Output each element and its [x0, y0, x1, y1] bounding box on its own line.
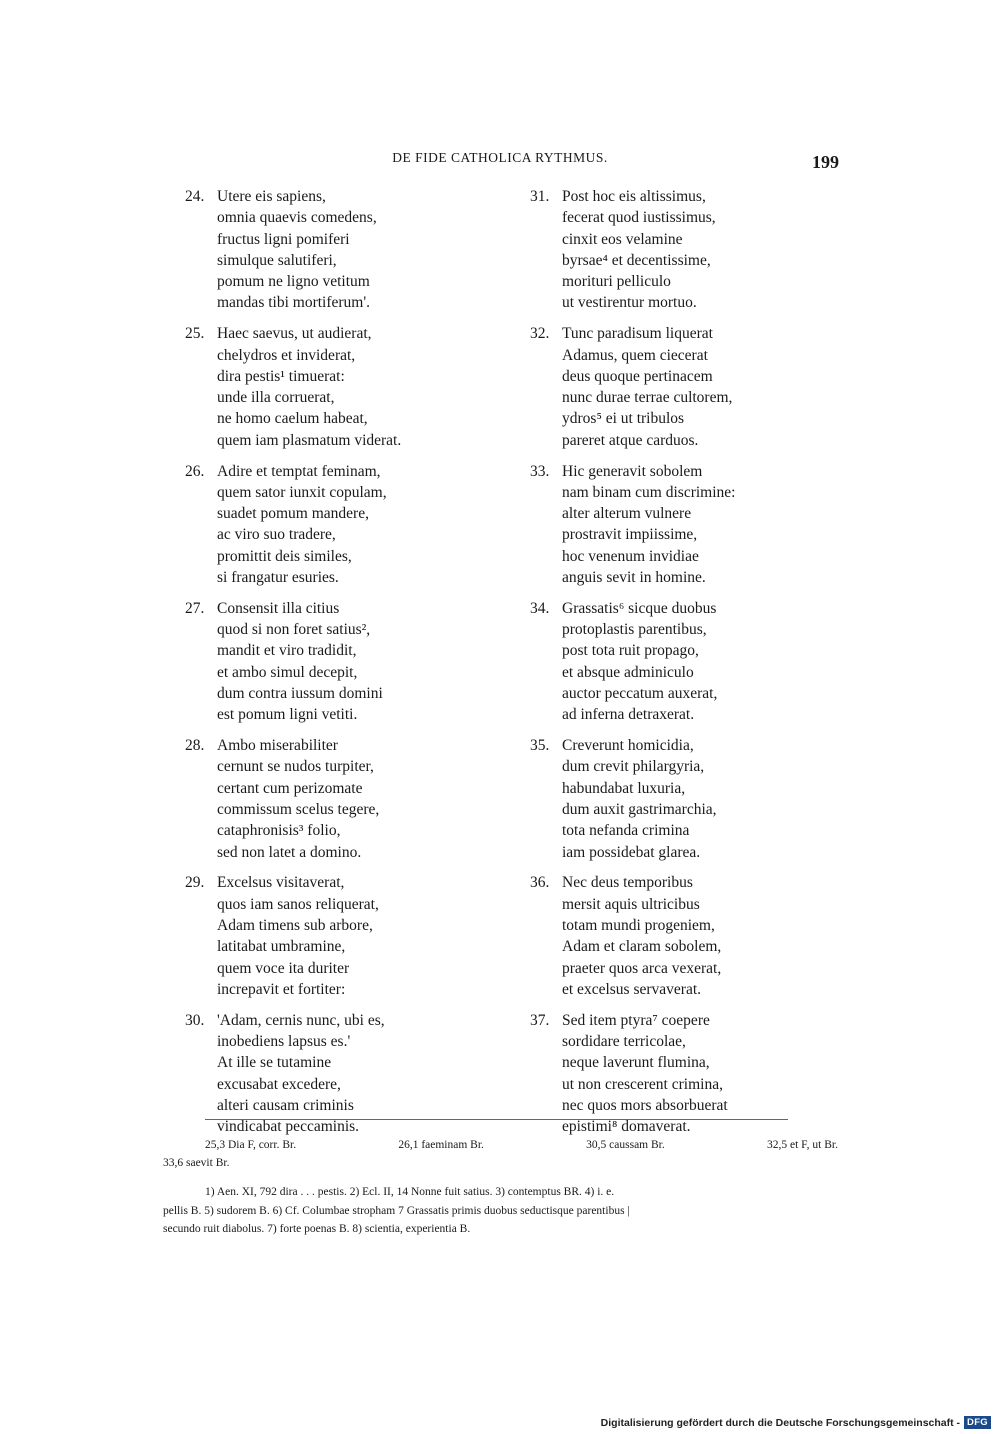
verse-line: inobediens lapsus es.': [217, 1032, 351, 1050]
verse-line: pomum ne ligno vetitum: [217, 273, 370, 291]
verse-line: nec quos mors absorbuerat: [562, 1096, 728, 1114]
stanza-number: 25.: [185, 325, 205, 343]
verse-line: vindicabat peccaminis.: [217, 1118, 360, 1136]
verse-line: increpavit et fortiter:: [217, 980, 346, 998]
dfg-logo: DFG: [964, 1416, 991, 1429]
verse-line: excusabat excedere,: [217, 1075, 341, 1093]
verse-line: habundabat luxuria,: [562, 779, 686, 797]
stanza-number: 34.: [530, 599, 550, 617]
verse-line: 'Adam, cernis nunc, ubi es,: [217, 1011, 385, 1029]
page-number: 199: [812, 152, 839, 172]
verse-line: Adam et claram sobolem,: [562, 938, 722, 956]
verse-line: dum contra iussum domini: [217, 685, 383, 703]
verse-line: totam mundi progeniem,: [562, 917, 715, 934]
stanza-number: 33.: [530, 462, 550, 480]
stanza-number: 29.: [185, 874, 205, 892]
stanza-number: 24.: [185, 188, 205, 205]
verse-line: promittit deis similes,: [217, 547, 352, 565]
stanza: [185, 598, 485, 726]
verse-line: Ambo miserabiliter: [217, 737, 338, 755]
stanza-number: 32.: [530, 325, 550, 343]
verse-line: et ambo simul decepit,: [217, 663, 358, 681]
verse-line: Creverunt homicidia,: [562, 737, 694, 755]
verse-line: dum auxit gastrimarchia,: [562, 801, 717, 819]
verse-line: suadet pomum mandere,: [217, 505, 369, 523]
verse-line: Nec deus temporibus: [562, 874, 693, 892]
verse-line: nam binam cum discrimine:: [562, 483, 736, 501]
running-head: DE FIDE CATHOLICA RYTHMUS.: [392, 150, 608, 165]
verse-line: cinxit eos velamine: [562, 230, 683, 248]
verse-line: Adam timens sub arbore,: [217, 917, 373, 934]
stanza-lines: [217, 872, 485, 1000]
verse-line: byrsae⁴ et decentissime,: [562, 251, 711, 269]
apparatus-note: 33,6 saevit Br.: [163, 1157, 230, 1169]
verse-line: quod si non foret satius²,: [217, 621, 371, 639]
verse-line: latitabat umbramine,: [217, 938, 346, 956]
verse-line: deus quoque pertinacem: [562, 367, 713, 385]
apparatus-note: 30,5 caussam Br.: [586, 1139, 665, 1151]
stanza-lines: [562, 872, 830, 1000]
stanza-lines: [562, 186, 830, 314]
stanza-lines: [217, 598, 485, 726]
verse-line: tota nefanda crimina: [562, 822, 690, 840]
footnote-divider: [205, 1119, 788, 1120]
stanza-number: 35.: [530, 737, 550, 755]
verse-line: mandas tibi mortiferum'.: [217, 294, 371, 312]
stanza: [530, 323, 830, 451]
verse-line: Haec saevus, ut audierat,: [217, 325, 372, 343]
apparatus-note: 26,1 faeminam Br.: [398, 1139, 484, 1151]
stanza-number: 28.: [185, 737, 205, 755]
verse-line: et absque adminiculo: [562, 663, 694, 681]
verse-line: ut vestirentur mortuo.: [562, 294, 697, 312]
stanza-lines: [217, 461, 485, 589]
footnote-line: pellis B. 5) sudorem B. 6) Cf. Columbae stropham 7 Grassatis primis duobus seductisque parentibus |: [163, 1204, 630, 1217]
verse-line: quem voce ita duriter: [217, 959, 350, 977]
verse-line: et excelsus servaverat.: [562, 980, 702, 998]
stanza-number: 31.: [530, 188, 550, 205]
stanza: [530, 461, 830, 589]
verse-line: auctor peccatum auxerat,: [562, 685, 718, 703]
verse-line: At ille se tutamine: [217, 1054, 332, 1072]
verse-line: fructus ligni pomiferi: [217, 230, 350, 248]
verse-line: pareret atque carduos.: [562, 431, 699, 449]
verse-line: Adire et temptat feminam,: [217, 462, 381, 480]
verse-line: alteri causam criminis: [217, 1096, 354, 1114]
verse-line: quem sator iunxit copulam,: [217, 483, 387, 501]
stanza-number: 36.: [530, 874, 550, 892]
critical-apparatus: [163, 1136, 838, 1172]
verse-line: quos iam sanos reliquerat,: [217, 895, 379, 913]
footnote-line: 1) Aen. XI, 792 dira . . . pestis. 2) Ecl. II, 14 Nonne fuit satius. 3) contemptus BR. 4) i. e.: [205, 1186, 615, 1198]
verse-line: Excelsus visitaverat,: [217, 874, 345, 892]
verse-line: si frangatur esuries.: [217, 569, 339, 587]
verse-line: commissum scelus tegere,: [217, 801, 380, 819]
apparatus-note: 32,5 et F, ut Br.: [767, 1139, 838, 1151]
verse-line: cataphronisis³ folio,: [217, 822, 341, 840]
verse-line: ac viro suo tradere,: [217, 526, 336, 544]
stanza-lines: [562, 323, 830, 451]
verse-line: praeter quos arca vexerat,: [562, 959, 722, 977]
stanza: [185, 872, 485, 1000]
verse-line: sordidare terricolae,: [562, 1032, 686, 1050]
verse-line: mersit aquis ultricibus: [562, 895, 700, 913]
verse-line: Hic generavit sobolem: [562, 462, 703, 480]
apparatus-row: [163, 1136, 838, 1154]
verse-line: ydros⁵ ei ut tribulos: [562, 410, 685, 428]
apparatus-note: 25,3 Dia F, corr. Br.: [205, 1139, 297, 1151]
stanza-lines: [562, 598, 830, 726]
verse-line: hoc venenum invidiae: [562, 547, 699, 565]
verse-line: simulque salutiferi,: [217, 251, 337, 269]
stanza: [185, 735, 485, 863]
verse-line: nunc durae terrae cultorem,: [562, 389, 733, 407]
stanza-lines: [217, 735, 485, 863]
footnote-line: secundo ruit diabolus. 7) forte poenas B. 8) scientia, experientia B.: [163, 1223, 471, 1235]
verse-line: ad inferna detraxerat.: [562, 706, 695, 724]
verse-line: prostravit impiissime,: [562, 526, 698, 544]
verse-line: Utere eis sapiens,: [217, 188, 326, 205]
verse-line: epistimi⁸ domaverat.: [562, 1118, 691, 1136]
verse-line: protoplastis parentibus,: [562, 621, 707, 639]
funding-banner: [601, 1416, 991, 1429]
verse-line: Tunc paradisum liquerat: [562, 325, 713, 343]
stanza-number: 26.: [185, 462, 205, 480]
footnotes: [163, 1183, 838, 1239]
stanza: [185, 461, 485, 589]
stanza: [530, 598, 830, 726]
stanza-number: 27.: [185, 599, 205, 617]
verse-line: iam possidebat glarea.: [562, 843, 701, 861]
verse-line: Consensit illa citius: [217, 599, 340, 617]
verse-line: Adamus, quem ciecerat: [562, 346, 708, 364]
verse-line: anguis sevit in homine.: [562, 569, 706, 587]
stanza-lines: [562, 735, 830, 863]
stanza-lines: [217, 186, 485, 314]
stanza: [530, 186, 830, 314]
verse-line: quem iam plasmatum viderat.: [217, 431, 402, 449]
verse-line: neque laverunt flumina,: [562, 1054, 710, 1072]
stanza: [530, 735, 830, 863]
verse-line: morituri pelliculo: [562, 273, 671, 291]
verse-line: ut non crescerent crimina,: [562, 1075, 723, 1093]
verse-line: mandit et viro tradidit,: [217, 642, 357, 660]
stanza-number: 30.: [185, 1011, 205, 1029]
verse-line: fecerat quod iustissimus,: [562, 209, 716, 227]
verse-line: dum crevit philargyria,: [562, 758, 705, 776]
verse-line: dira pestis¹ timuerat:: [217, 367, 345, 385]
verse-line: cernunt se nudos turpiter,: [217, 758, 374, 776]
verse-line: omnia quaevis comedens,: [217, 209, 377, 227]
verse-line: alter alterum vulnere: [562, 505, 692, 523]
stanza: [185, 323, 485, 451]
funding-text: Digitalisierung gefördert durch die Deutsche Forschungsgemeinschaft -: [600, 1416, 961, 1429]
verse-line: unde illa corruerat,: [217, 389, 335, 407]
verse-line: ne homo caelum habeat,: [217, 410, 368, 428]
verse-line: Grassatis⁶ sicque duobus: [562, 599, 717, 617]
verse-line: post tota ruit propago,: [562, 642, 699, 660]
stanza: [185, 186, 485, 314]
verse-line: Post hoc eis altissimus,: [562, 188, 706, 205]
stanza: [530, 872, 830, 1000]
right-column: [530, 186, 830, 1147]
verse-line: chelydros et inviderat,: [217, 346, 356, 364]
stanza-lines: [217, 323, 485, 451]
verse-line: certant cum perizomate: [217, 779, 363, 797]
left-column: [185, 186, 485, 1147]
stanza-lines: [562, 461, 830, 589]
verse-line: est pomum ligni vetiti.: [217, 706, 358, 724]
verse-line: Sed item ptyra⁷ coepere: [562, 1011, 710, 1029]
stanza-number: 37.: [530, 1011, 550, 1029]
verse-line: sed non latet a domino.: [217, 843, 362, 861]
